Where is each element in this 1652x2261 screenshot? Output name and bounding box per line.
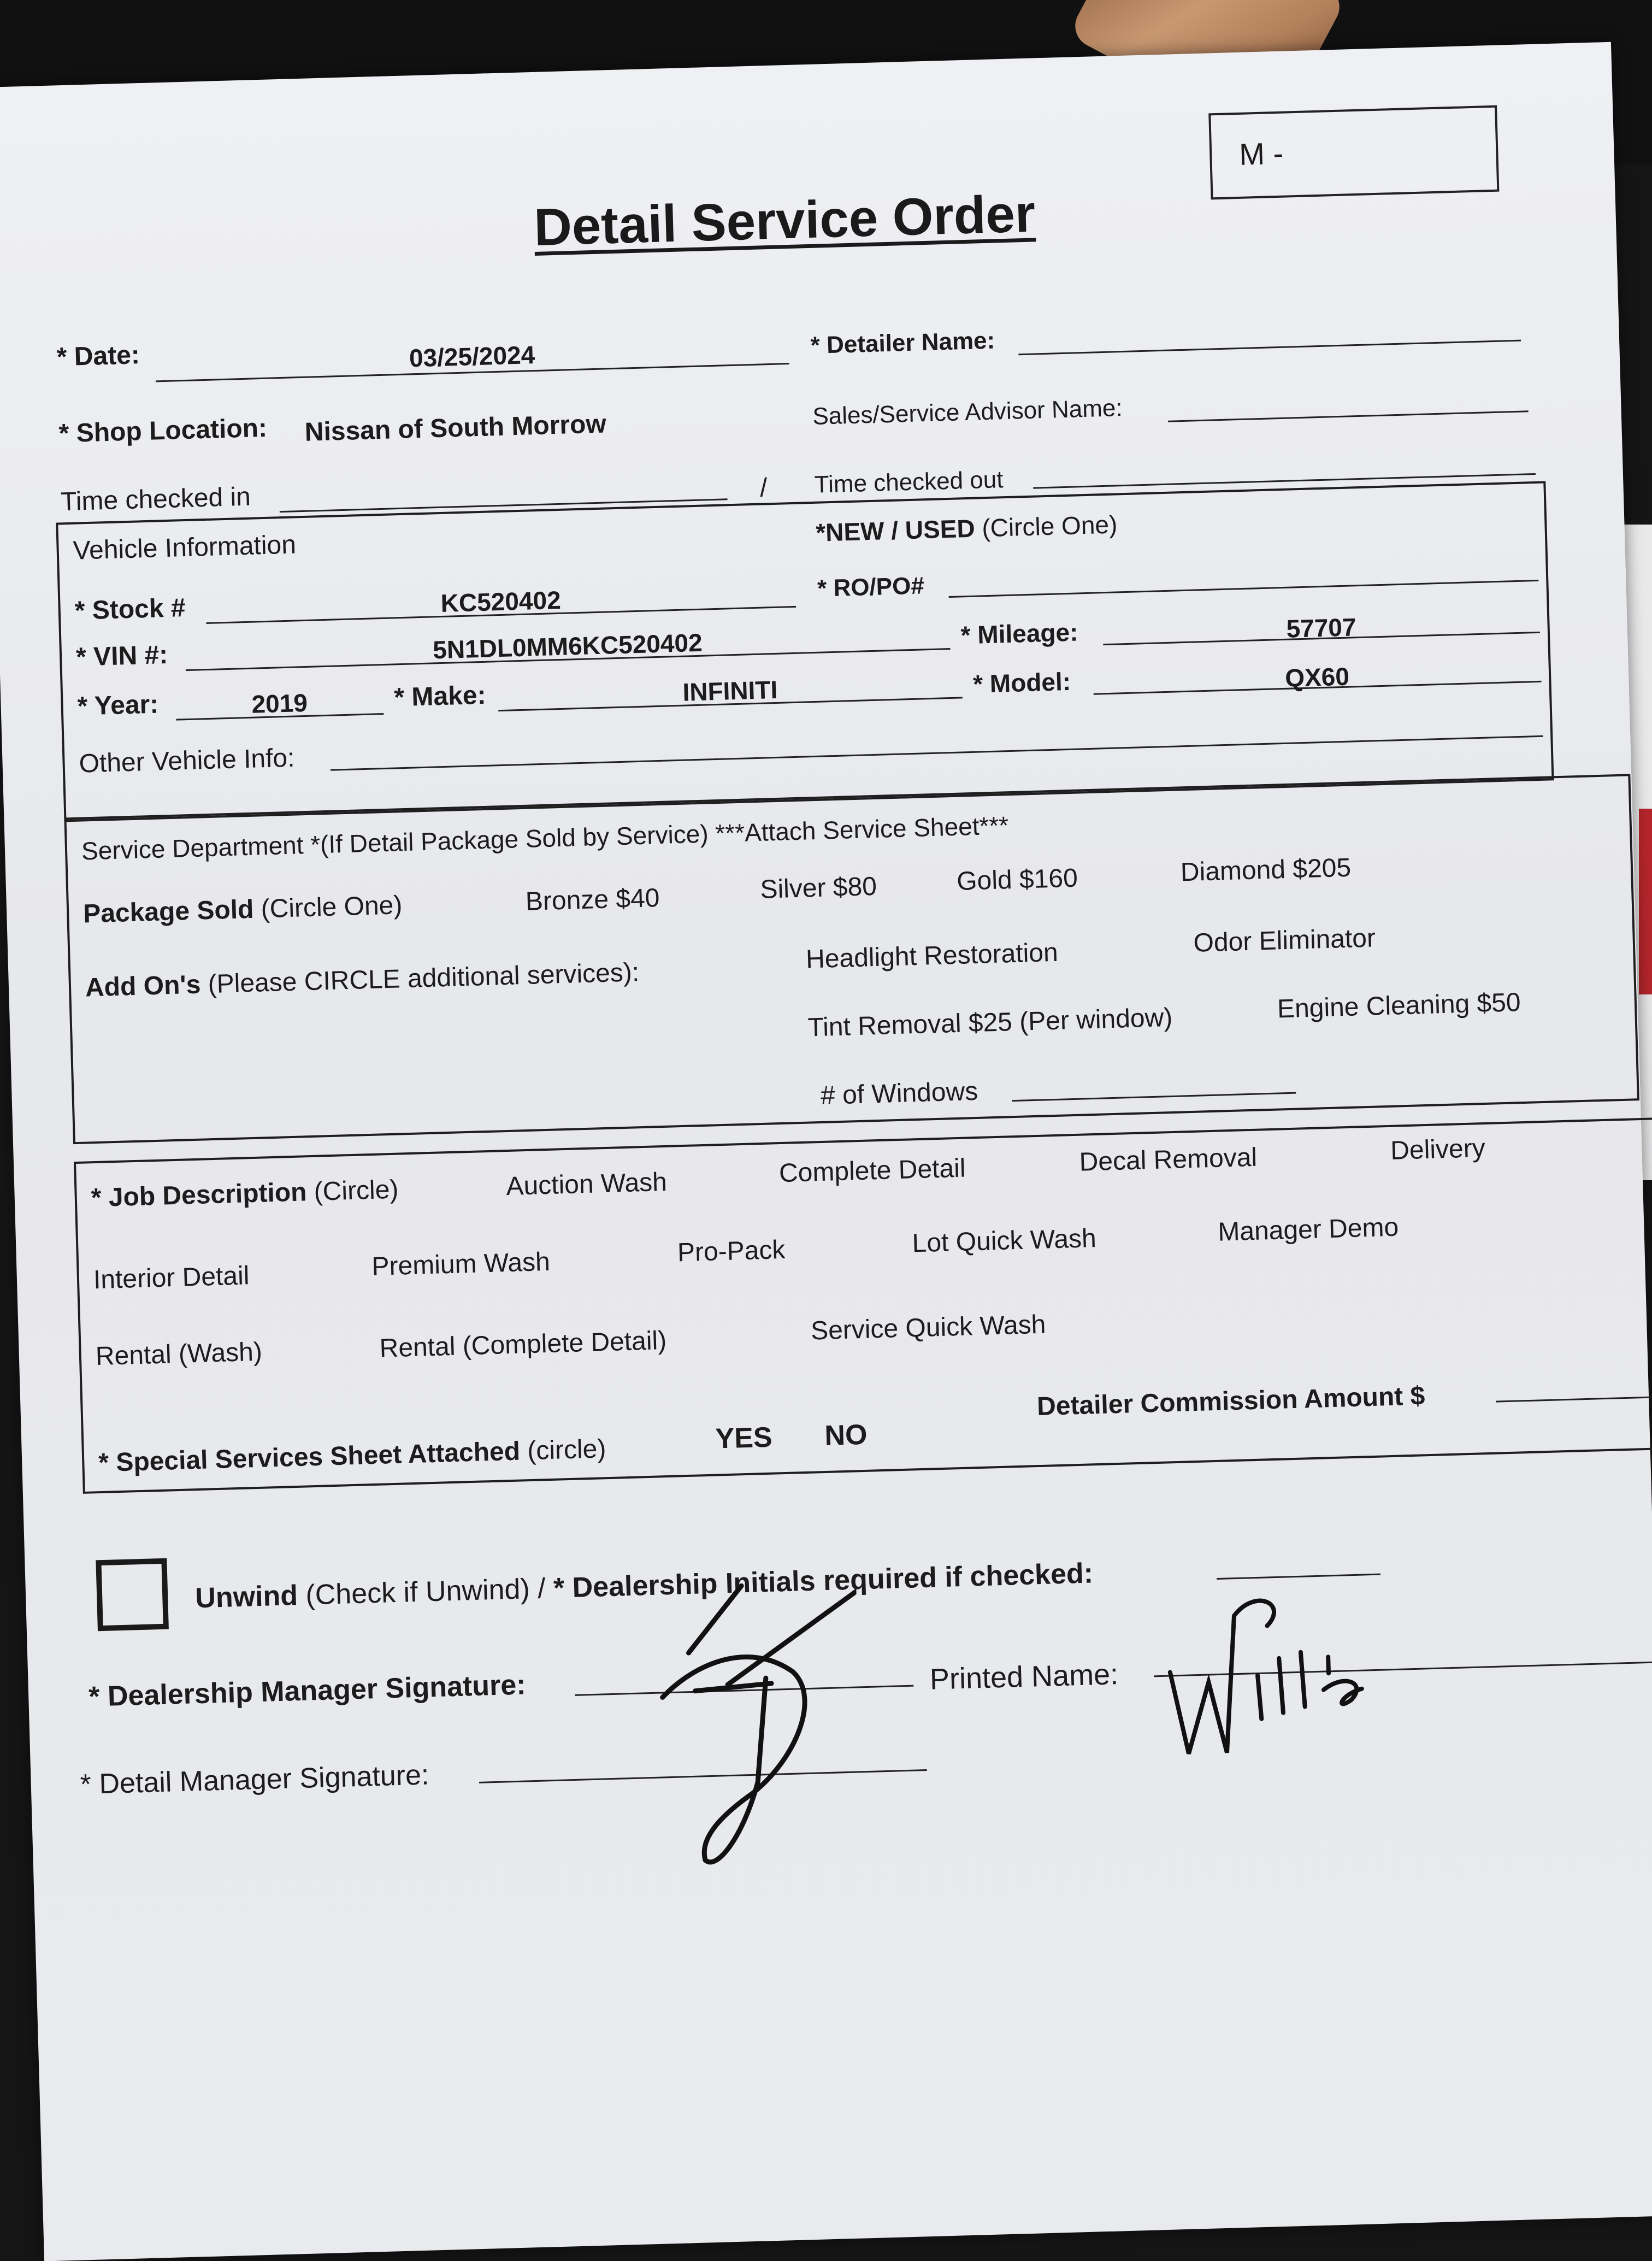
special-services-yes[interactable]: YES — [715, 1421, 773, 1455]
form-title: Detail Service Order — [533, 184, 1036, 257]
time-slash: / — [759, 473, 768, 503]
special-services-no[interactable]: NO — [824, 1418, 868, 1452]
job-description-rest: (Circle) — [306, 1175, 399, 1207]
job-interior-detail[interactable]: Interior Detail — [93, 1261, 250, 1295]
shop-location-label: * Shop Location: — [58, 413, 268, 449]
make-value: INFINITI — [682, 675, 778, 706]
unwind-checkbox[interactable] — [96, 1558, 169, 1632]
job-delivery[interactable]: Delivery — [1390, 1134, 1486, 1165]
initials-required-label: * Dealership Initials required if checked: — [553, 1557, 1094, 1604]
m-number-box — [1208, 105, 1499, 200]
manager-signature-mark — [626, 1550, 865, 1883]
shop-location-value: Nissan of South Morrow — [304, 409, 607, 447]
package-sold-rest: (Circle One) — [253, 891, 403, 924]
job-decal-removal[interactable]: Decal Removal — [1078, 1143, 1258, 1177]
stock-label: * Stock # — [74, 593, 186, 626]
addon-engine-cleaning[interactable]: Engine Cleaning $50 — [1277, 988, 1521, 1024]
time-out-label: Time checked out — [814, 466, 1004, 498]
unwind-rest: (Check if Unwind) / — [297, 1572, 554, 1612]
package-silver[interactable]: Silver $80 — [759, 872, 877, 904]
detail-manager-signature-label: * Detail Manager Signature: — [79, 1759, 430, 1801]
job-complete-detail[interactable]: Complete Detail — [778, 1153, 966, 1188]
commission-amount-label: Detailer Commission Amount $ — [1036, 1381, 1425, 1422]
model-value: QX60 — [1284, 662, 1350, 692]
printed-name-label: Printed Name: — [929, 1658, 1119, 1696]
year-label: * Year: — [76, 690, 159, 721]
job-description-bold: * Job Description — [91, 1177, 308, 1213]
advisor-label: Sales/Service Advisor Name: — [812, 395, 1123, 430]
package-diamond[interactable]: Diamond $205 — [1180, 853, 1352, 887]
service-department-header: Service Department *(If Detail Package Sold by Service) ***Attach Service Sheet*** — [81, 811, 1009, 865]
model-label: * Model: — [972, 667, 1071, 698]
windows-count-label: # of Windows — [820, 1076, 978, 1110]
addon-headlight-restoration[interactable]: Headlight Restoration — [805, 938, 1059, 974]
package-sold-bold: Package Sold — [82, 894, 255, 929]
job-auction-wash[interactable]: Auction Wash — [505, 1167, 668, 1202]
service-order-sheet — [0, 42, 1652, 2261]
package-gold[interactable]: Gold $160 — [956, 863, 1078, 896]
job-rental-complete-detail[interactable]: Rental (Complete Detail) — [379, 1326, 667, 1363]
package-bronze[interactable]: Bronze $40 — [525, 884, 660, 916]
add-ons-bold: Add On's — [85, 970, 202, 1003]
mileage-value: 57707 — [1285, 613, 1357, 643]
dealership-manager-signature-label: * Dealership Manager Signature: — [88, 1669, 527, 1713]
addon-tint-removal[interactable]: Tint Removal $25 (Per window) — [807, 1003, 1173, 1043]
addon-odor-eliminator[interactable]: Odor Eliminator — [1193, 923, 1376, 958]
add-ons-rest: (Please CIRCLE additional services): — [200, 958, 640, 999]
detailer-name-label: * Detailer Name: — [810, 327, 995, 359]
printed-name-handwriting — [1163, 1590, 1375, 1770]
new-used-bold: *NEW / USED — [815, 514, 976, 547]
job-lot-quick-wash[interactable]: Lot Quick Wash — [912, 1223, 1097, 1258]
initials-line[interactable] — [1217, 1574, 1380, 1580]
special-services-bold: * Special Services Sheet Attached — [98, 1436, 521, 1478]
ro-po-label: * RO/PO# — [817, 572, 925, 602]
other-vehicle-info-label: Other Vehicle Info: — [78, 743, 296, 779]
unwind-bold: Unwind — [194, 1580, 298, 1615]
detailer-name-line[interactable] — [1018, 340, 1521, 356]
job-manager-demo[interactable]: Manager Demo — [1217, 1212, 1399, 1247]
advisor-line[interactable] — [1168, 410, 1529, 422]
job-pro-pack[interactable]: Pro-Pack — [677, 1235, 786, 1268]
mileage-label: * Mileage: — [960, 617, 1079, 650]
m-number-label: M - — [1238, 136, 1284, 172]
date-label: * Date: — [56, 340, 140, 372]
date-value: 03/25/2024 — [409, 340, 535, 373]
vin-label: * VIN #: — [75, 640, 168, 672]
make-label: * Make: — [393, 680, 487, 713]
job-service-quick-wash[interactable]: Service Quick Wash — [810, 1310, 1047, 1346]
year-value: 2019 — [251, 688, 308, 719]
job-rental-wash[interactable]: Rental (Wash) — [95, 1337, 263, 1371]
vehicle-section-label: Vehicle Information — [73, 530, 297, 566]
stock-value: KC520402 — [440, 585, 562, 617]
red-object-edge — [1639, 809, 1652, 994]
vin-value: 5N1DL0MM6KC520402 — [432, 628, 703, 664]
time-in-label: Time checked in — [60, 482, 251, 517]
job-premium-wash[interactable]: Premium Wash — [371, 1247, 551, 1281]
new-used-rest: (Circle One) — [974, 510, 1118, 543]
special-services-rest: (circle) — [520, 1434, 606, 1466]
